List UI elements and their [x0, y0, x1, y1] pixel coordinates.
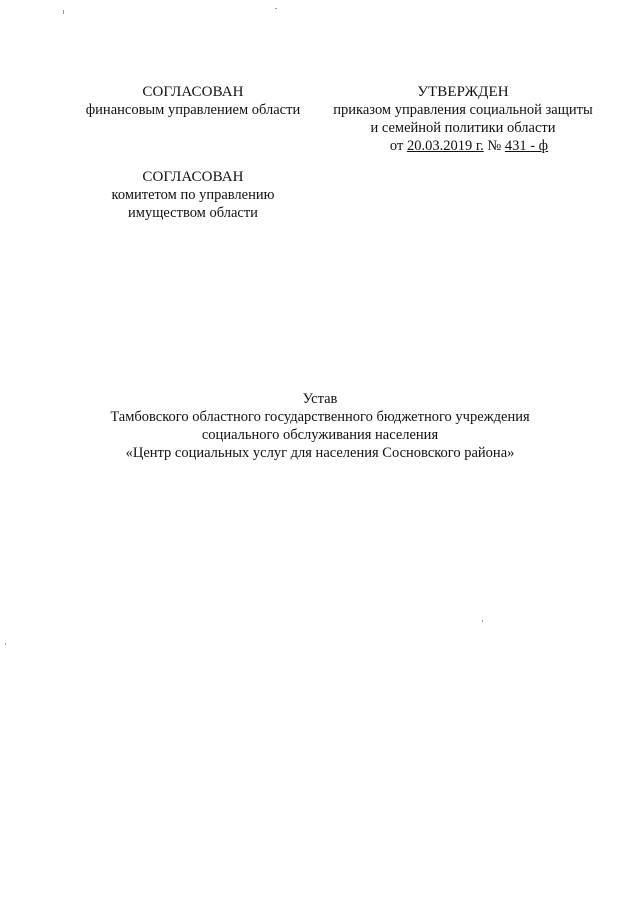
- number-sign: №: [487, 138, 502, 154]
- approval-property-block: [98, 168, 288, 222]
- charter-word: Устав: [302, 391, 338, 407]
- approval-order-date-line: [318, 137, 608, 155]
- scan-speck: [5, 643, 6, 645]
- approval-property-line2: имуществом области: [128, 205, 258, 221]
- approval-property-line1: комитетом по управлению: [111, 187, 275, 203]
- order-date: 20.03.2019 г.: [406, 138, 484, 154]
- date-prefix: от: [389, 138, 404, 154]
- approval-order-block: [318, 83, 608, 155]
- charter-title-block: [0, 390, 640, 462]
- order-number: 431 - ф: [504, 138, 549, 154]
- scan-speck: [63, 10, 64, 14]
- approval-finance-text: финансовым управлением области: [85, 102, 301, 118]
- approval-order-line2: и семейной политики области: [370, 120, 556, 136]
- approval-order-line1: приказом управления социальной защиты: [333, 102, 593, 118]
- charter-line1: Тамбовского областного государственного бюджетного учреждения: [110, 409, 530, 425]
- scan-speck: [482, 620, 483, 622]
- approval-order-heading: УТВЕРЖДЕН: [417, 84, 509, 100]
- charter-line2: социального обслуживания населения: [201, 427, 439, 443]
- scan-speck: [275, 8, 277, 9]
- approval-finance-block: [78, 83, 308, 119]
- approval-property-heading: СОГЛАСОВАН: [142, 169, 244, 185]
- approval-finance-heading: СОГЛАСОВАН: [142, 84, 244, 100]
- charter-line3: «Центр социальных услуг для населения Сосновского района»: [125, 445, 515, 461]
